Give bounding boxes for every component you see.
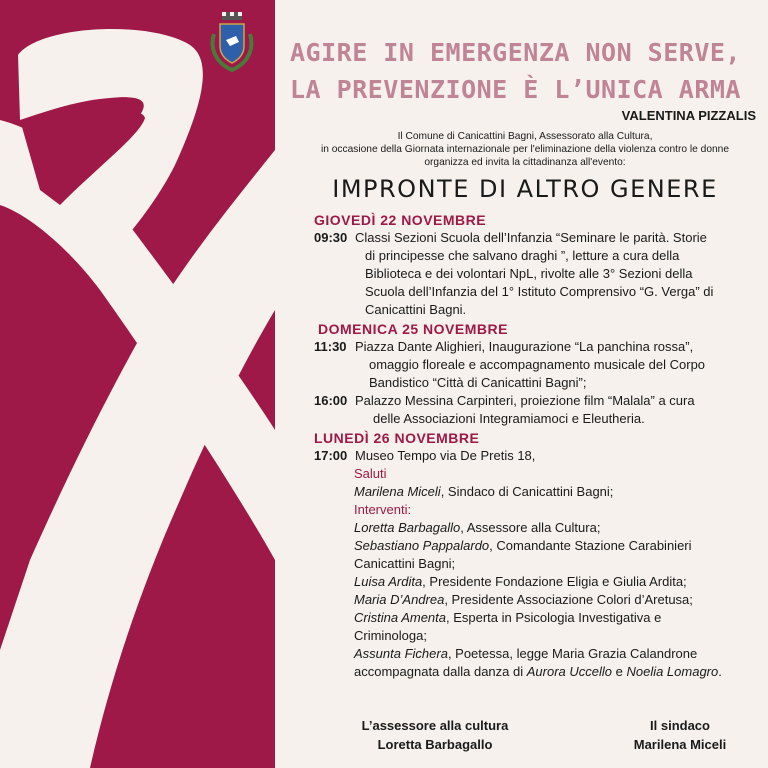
speaker-line: [354, 663, 764, 681]
event-item: [314, 338, 764, 392]
signature-sindaco: [600, 716, 760, 754]
event-time: 16:00: [314, 393, 348, 408]
speaker-line: [354, 519, 764, 537]
awareness-ribbon-icon: [0, 0, 275, 768]
speaker-role: , Presidente Associazione Colori d’Aretusa;: [444, 592, 693, 607]
ribbon-panel: [0, 0, 275, 768]
speaker-line: [354, 573, 764, 591]
speaker-list: [354, 465, 764, 681]
day-heading: GIOVEDÌ 22 NOVEMBRE: [314, 212, 487, 228]
speaker-role: , Comandante Stazione Carabinieri: [489, 538, 692, 553]
speaker-name: Cristina Amenta: [354, 610, 446, 625]
event-text: delle Associazioni Integramiamoci e Eleutheria.: [373, 411, 645, 426]
speaker-role: , Presidente Fondazione Eligia e Giulia Ardita;: [422, 574, 687, 589]
event-time: 17:00: [314, 448, 348, 463]
event-item: [314, 392, 764, 428]
speaker-name: Loretta Barbagallo: [354, 520, 461, 535]
quote-line-1: AGIRE IN EMERGENZA NON SERVE,: [290, 38, 741, 67]
speaker-role: , Assessore alla Cultura;: [460, 520, 601, 535]
interventi-label: Interventi:: [354, 502, 412, 517]
intro-line: Il Comune di Canicattini Bagni, Assessorato alla Cultura,: [397, 131, 653, 142]
intro-line: in occasione della Giornata internazionale per l'eliminazione della violenza contro le donne: [320, 144, 729, 155]
event-text: Palazzo Messina Carpinteri, proiezione film “Malala” a cura: [355, 393, 695, 408]
speaker-line: [354, 609, 764, 627]
speaker-line: [354, 483, 764, 501]
event-text: Scuola dell’Infanzia del 1° Istituto Comprensivo “G. Verga” di: [365, 284, 714, 299]
speaker-name: Sebastiano Pappalardo: [354, 538, 490, 553]
speaker-line: [354, 537, 764, 555]
quote: [290, 34, 760, 108]
conjunction: e: [612, 664, 627, 679]
speaker-role: , Sindaco di Canicattini Bagni;: [440, 484, 614, 499]
signature-assessore: [340, 716, 530, 754]
speaker-role: , Esperta in Psicologia Investigativa e: [446, 610, 662, 625]
signature-title: L’assessore alla cultura: [361, 718, 509, 733]
event-time: 09:30: [314, 230, 348, 245]
event-text: Bandistico “Città di Canicattini Bagni”;: [369, 375, 587, 390]
speaker-line: [354, 645, 764, 663]
signature-name: Loretta Barbagallo: [377, 737, 493, 752]
event-title: IMPRONTE DI ALTRO GENERE: [332, 175, 718, 203]
town-crest-logo: [206, 12, 258, 74]
period: .: [718, 664, 722, 679]
saluti-label: Saluti: [354, 466, 387, 481]
speaker-name: Luisa Ardita: [354, 574, 423, 589]
quote-author: VALENTINA PIZZALIS: [621, 108, 756, 123]
speaker-name: Assunta Fichera: [354, 646, 448, 661]
speaker-line: [354, 591, 764, 609]
speaker-role-cont: Criminologa;: [354, 628, 427, 643]
speaker-name: Maria D’Andrea: [354, 592, 445, 607]
event-text: omaggio floreale e accompagnamento musicale del Corpo: [369, 357, 706, 372]
day-heading: DOMENICA 25 NOVEMBRE: [318, 321, 508, 337]
event-text: Piazza Dante Alighieri, Inaugurazione “La panchina rossa”,: [355, 339, 694, 354]
event-text: Canicattini Bagni.: [365, 302, 467, 317]
speaker-name: Aurora Uccello: [526, 664, 612, 679]
speaker-role-cont: Canicattini Bagni;: [354, 556, 456, 571]
signature-title: Il sindaco: [650, 718, 710, 733]
speaker-name: Marilena Miceli: [354, 484, 441, 499]
speaker-role: , Poetessa, legge Maria Grazia Calandrone: [447, 646, 698, 661]
speaker-name: Noelia Lomagro: [626, 664, 719, 679]
event-time: 11:30: [314, 339, 347, 354]
speaker-role: accompagnata dalla danza di: [354, 664, 527, 679]
event-item: [314, 447, 764, 465]
program: [314, 210, 764, 681]
event-text: Classi Sezioni Scuola dell’Infanzia “Seminare le parità. Storie: [355, 230, 707, 245]
intro-line: organizza ed invita la cittadinanza all'evento:: [424, 157, 626, 168]
event-item: [314, 229, 764, 319]
quote-line-2: LA PREVENZIONE È L’UNICA ARMA: [290, 75, 741, 104]
event-text: di principesse che salvano draghi ”, letture a cura della: [365, 248, 680, 263]
signature-name: Marilena Miceli: [633, 737, 727, 752]
day-heading: LUNEDÌ 26 NOVEMBRE: [314, 430, 480, 446]
event-text: Biblioteca e dei volontari NpL, rivolte alle 3° Sezioni della: [365, 266, 693, 281]
intro-text: [290, 130, 760, 169]
event-text: Museo Tempo via De Pretis 18,: [355, 448, 536, 463]
